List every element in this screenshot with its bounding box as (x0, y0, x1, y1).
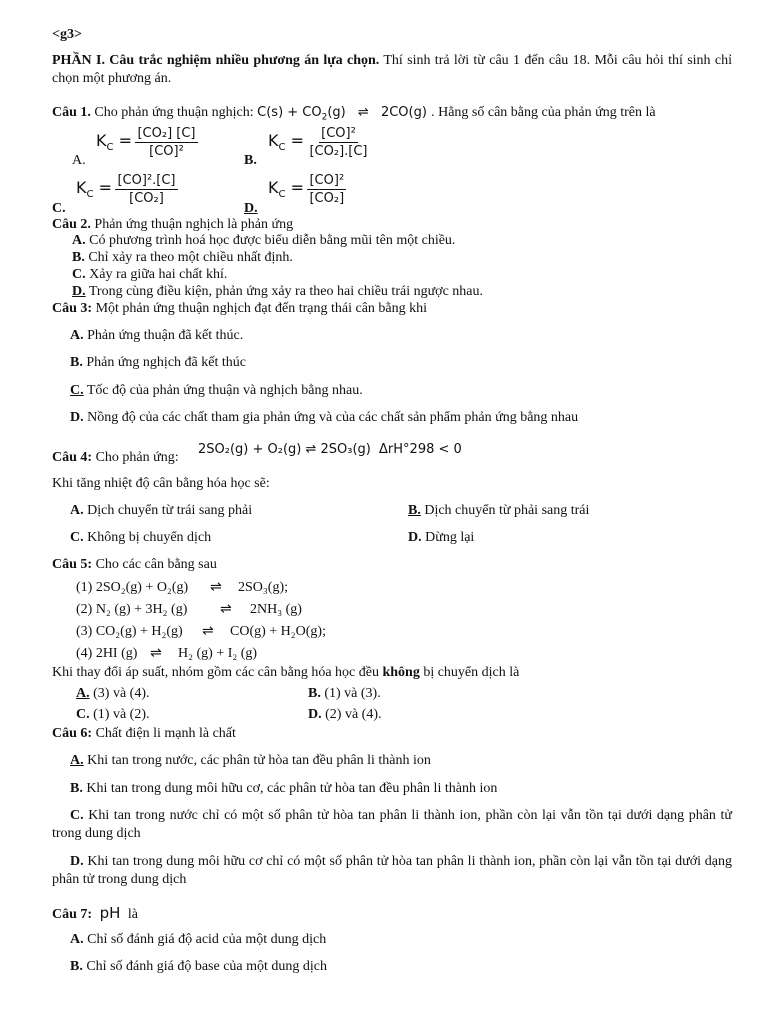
q1-option-c[interactable]: $K_C$ = $\frac{\text{[CO]².[C]}}{\text{[CO₂]}}$ (76, 173, 176, 206)
q5-option-d[interactable]: D. (2) và (4). (308, 707, 382, 722)
part-title: PHẦN I. Câu trắc nghiệm nhiều phương án lựa chọn. (52, 53, 380, 68)
q3-stem: Câu 3: Một phản ứng thuận nghịch đạt đến trạng thái cân bằng khi (52, 301, 428, 316)
part-intro (52, 52, 732, 88)
q5-equilibrium-3: (3) CO₂(g) + H₂(g) ⇌ CO(g) + H₂O(g); (76, 623, 326, 639)
q5-stem: Câu 5: Cho các cân bằng sau (52, 557, 217, 572)
q4-option-a[interactable]: A. Dịch chuyển từ trái sang phải (70, 503, 253, 518)
q3-option-c[interactable]: C. Tốc độ của phản ứng thuận và nghịch bằng nhau. (70, 383, 363, 398)
q1-option-c-label: C. (52, 201, 66, 216)
q5-equilibrium-2: (2) N₂ (g) + 3H₂ (g) ⇌ 2NH₃ (g) (76, 601, 302, 617)
q4-question: Khi tăng nhiệt độ cân bằng hóa học sẽ: (52, 476, 270, 491)
equilibrium-arrow-icon: ⇌ (357, 105, 369, 120)
q2-option-d[interactable]: D. Trong cùng điều kiện, phản ứng xảy ra theo hai chiều trái ngược nhau. (72, 284, 484, 299)
q7-stem: Câu 7: pH là (52, 904, 138, 922)
q1-option-a[interactable]: $K_C$ = $\frac{\text{[CO₂] [C]}}{\text{[CO]²}}$ (96, 126, 196, 159)
q1-stem (52, 104, 656, 127)
ph-symbol: pH (99, 904, 121, 922)
q4-option-c[interactable]: C. Không bị chuyển dịch (70, 530, 212, 545)
q3-option-b[interactable]: B. Phản ứng nghịch đã kết thúc (70, 355, 246, 370)
q7-option-b[interactable]: B. Chỉ số đánh giá độ base của một dung dịch (70, 959, 328, 974)
q7-option-a[interactable]: A. Chỉ số đánh giá độ acid của một dung dịch (70, 932, 327, 947)
q1-option-d[interactable]: $K_C$ = $\frac{\text{[CO]²}}{\text{[CO₂]}}$ (268, 173, 345, 206)
q6-option-d[interactable]: D. Khi tan trong dung môi hữu cơ chỉ có một số phân tử hòa tan phân li thành ion, phần còn lại vẫn tồn tại dưới dạng phân tử trong dung dịch (52, 854, 733, 887)
q1-reaction: $C(s) + CO_2(g)$ ⇌ 2CO(g) (257, 105, 427, 123)
exam-code: <g3> (52, 27, 82, 42)
q2-option-a[interactable]: A. Có phương trình hoá học được biểu diễn bằng mũi tên một chiều. (72, 233, 456, 248)
q4-reaction: 2SO₂(g) + O₂(g) ⇌ 2SO₃(g) ΔrH°298 < 0 (198, 442, 462, 457)
q1-option-b[interactable]: $K_C$ = $\frac{\text{[CO]²}}{\text{[CO₂].[C]}}$ (268, 126, 368, 159)
equilibrium-arrow-icon: ⇌ (150, 645, 162, 661)
q4-option-b[interactable]: B. Dịch chuyển từ phải sang trái (408, 503, 590, 518)
q1-after: . Hằng số cân bằng của phản ứng trên là (431, 105, 656, 120)
q1-option-a-fraction: $\frac{\text{[CO₂] [C]}}{\text{[CO]²}}$ (137, 126, 196, 159)
q3-option-d[interactable]: D. Nồng độ của các chất tham gia phản ứng và của các chất sản phẩm phản ứng bằng nhau (70, 410, 579, 425)
q6-option-a[interactable]: A. Khi tan trong nước, các phân tử hòa tan đều phân li thành ion (70, 753, 431, 768)
equilibrium-arrow-icon: ⇌ (210, 579, 222, 595)
q6-stem: Câu 6: Chất điện li mạnh là chất (52, 726, 236, 741)
q5-option-a[interactable]: A. (3) và (4). (76, 686, 150, 701)
q4-enthalpy: ΔrH°298 < 0 (379, 442, 462, 457)
q5-equilibrium-1: (1) 2SO₂(g) + O₂(g) ⇌ 2SO₃(g); (76, 579, 288, 595)
q1-text: Cho phản ứng thuận nghịch: (94, 105, 254, 120)
q1-option-b-fraction: $\frac{\text{[CO]²}}{\text{[CO₂].[C]}}$ (309, 126, 368, 159)
q6-option-c[interactable]: C. Khi tan trong nước chỉ có một số phân tử hòa tan phân li thành ion, phần còn lại vẫn tồn tại dưới dạng phân tử trong dung dịch (52, 808, 732, 841)
q4-option-d[interactable]: D. Dừng lại (408, 530, 475, 545)
q1-option-b-label: B. (244, 153, 257, 168)
equilibrium-arrow-icon: ⇌ (220, 601, 232, 617)
q2-option-b[interactable]: B. Chỉ xảy ra theo một chiều nhất định. (72, 250, 293, 265)
q6-option-b[interactable]: B. Khi tan trong dung môi hữu cơ, các phân tử hòa tan đều phân li thành ion (70, 781, 498, 796)
q5-question: Khi thay đổi áp suất, nhóm gồm các cân bằng hóa học đều không bị chuyển dịch là (52, 665, 520, 680)
q1-option-a-label: A. (72, 153, 86, 168)
q5-equilibrium-4: (4) 2HI (g) ⇌ H₂ (g) + I₂ (g) (76, 645, 258, 661)
q2-stem: Câu 2. Phản ứng thuận nghịch là phản ứng (52, 217, 294, 232)
q5-option-b[interactable]: B. (1) và (3). (308, 686, 381, 701)
q1-option-c-fraction: $\frac{\text{[CO]².[C]}}{\text{[CO₂]}}$ (117, 173, 176, 206)
q5-option-c[interactable]: C. (1) và (2). (76, 707, 150, 722)
q4-stem: Câu 4: Cho phản ứng: (52, 450, 179, 465)
q3-option-a[interactable]: A. Phản ứng thuận đã kết thúc. (70, 328, 244, 343)
q1-option-d-label: D. (244, 201, 258, 216)
q1-label: Câu 1. (52, 105, 91, 120)
part-instruction: Thí sinh trả lời từ câu 1 đến câu 18. Mỗi câu hỏi thí sinh chỉ chọn một phương án. (52, 53, 732, 86)
equilibrium-arrow-icon: ⇌ (202, 623, 214, 639)
q1-option-d-fraction: $\frac{\text{[CO]²}}{\text{[CO₂]}}$ (309, 173, 345, 206)
q2-option-c[interactable]: C. Xảy ra giữa hai chất khí. (72, 267, 228, 282)
